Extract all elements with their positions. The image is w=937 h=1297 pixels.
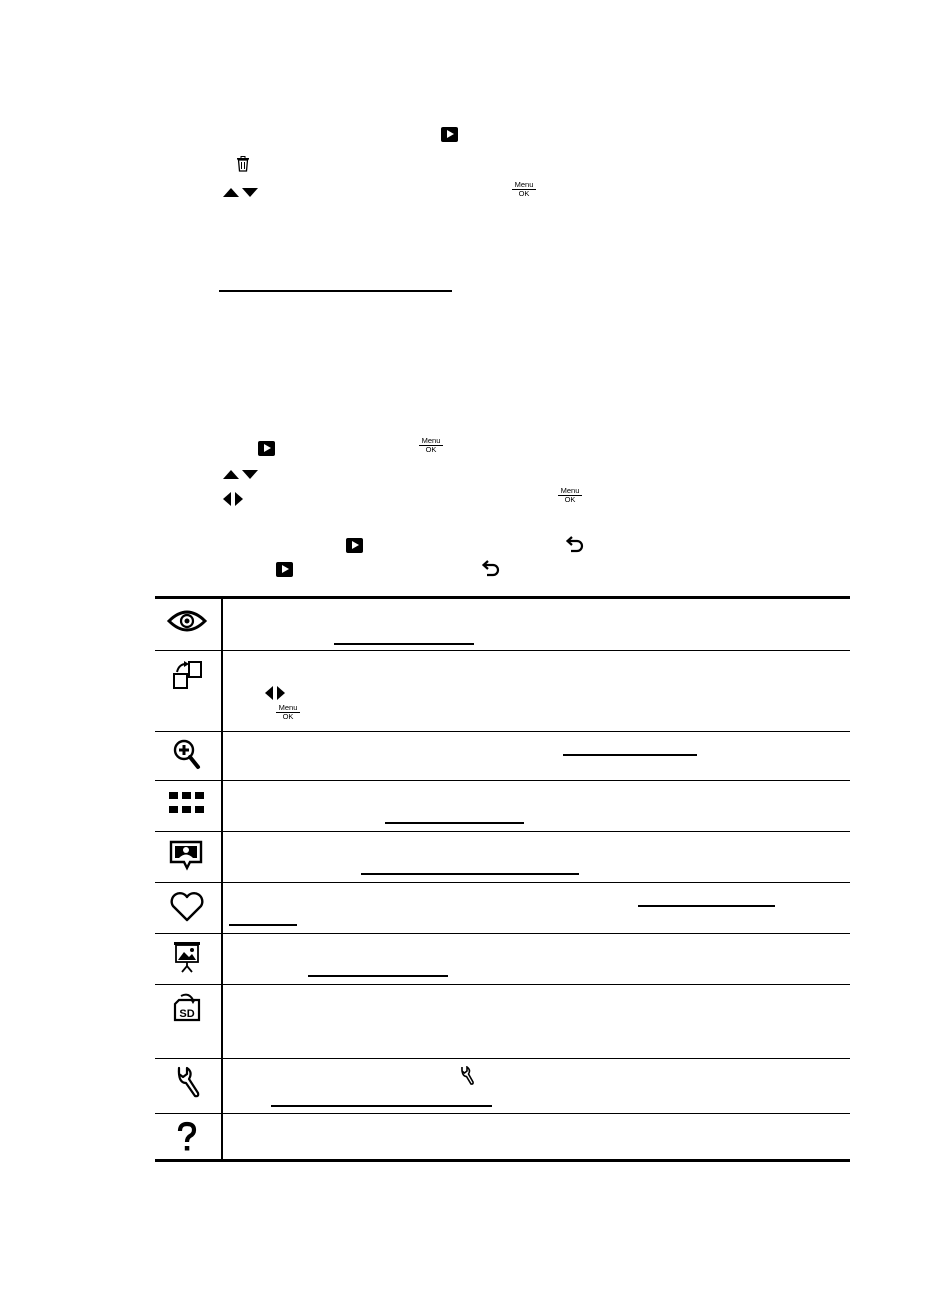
row-divider — [155, 731, 850, 732]
delete-trash-icon — [236, 156, 250, 172]
hyperlink-underline[interactable] — [271, 1105, 492, 1107]
menu-ok-button-icon: Menu OK — [512, 181, 536, 197]
wrench-icon — [458, 1066, 476, 1086]
menu-ok-button-icon: Menu OK — [276, 704, 300, 720]
row-divider — [155, 984, 850, 985]
move-to-sd-icon — [165, 990, 209, 1026]
magnify-icon — [165, 737, 209, 773]
frame-icon — [165, 838, 209, 874]
row-divider — [155, 933, 850, 934]
row-divider — [155, 780, 850, 781]
question-icon — [165, 1120, 209, 1156]
up-down-arrows-icon — [222, 185, 260, 197]
hyperlink-underline[interactable] — [229, 924, 297, 926]
play-button-icon — [258, 441, 275, 456]
rotate-icon — [165, 660, 209, 696]
wrench-icon — [165, 1064, 209, 1100]
left-right-arrows-icon — [264, 685, 286, 701]
play-button-icon — [346, 538, 363, 553]
heart-icon — [165, 890, 209, 926]
left-right-arrows-icon — [222, 491, 244, 507]
back-arrow-icon — [566, 535, 584, 553]
hyperlink-underline[interactable] — [563, 754, 697, 756]
row-divider — [155, 1113, 850, 1114]
row-divider — [155, 1058, 850, 1059]
thumbnails-icon — [165, 789, 209, 825]
red-eye-icon — [165, 606, 209, 642]
hyperlink-underline[interactable] — [638, 905, 775, 907]
hyperlink-underline[interactable] — [334, 643, 474, 645]
back-arrow-icon — [482, 559, 500, 577]
svg-text:SD: SD — [179, 1008, 195, 1020]
hyperlink-underline[interactable] — [361, 873, 579, 875]
table-bottom-rule — [155, 1159, 850, 1162]
table-column-divider — [221, 599, 223, 1160]
slideshow-icon — [165, 940, 209, 976]
row-divider — [155, 882, 850, 883]
menu-ok-button-icon: Menu OK — [419, 437, 443, 453]
row-divider — [155, 650, 850, 651]
hyperlink-underline[interactable] — [308, 975, 448, 977]
menu-ok-button-icon: Menu OK — [558, 487, 582, 503]
row-divider — [155, 831, 850, 832]
up-down-arrows-icon — [222, 467, 260, 479]
play-button-icon — [276, 562, 293, 577]
table-top-rule — [155, 596, 850, 599]
hyperlink-underline[interactable] — [219, 290, 452, 292]
play-button-icon — [441, 127, 458, 142]
hyperlink-underline[interactable] — [385, 822, 524, 824]
